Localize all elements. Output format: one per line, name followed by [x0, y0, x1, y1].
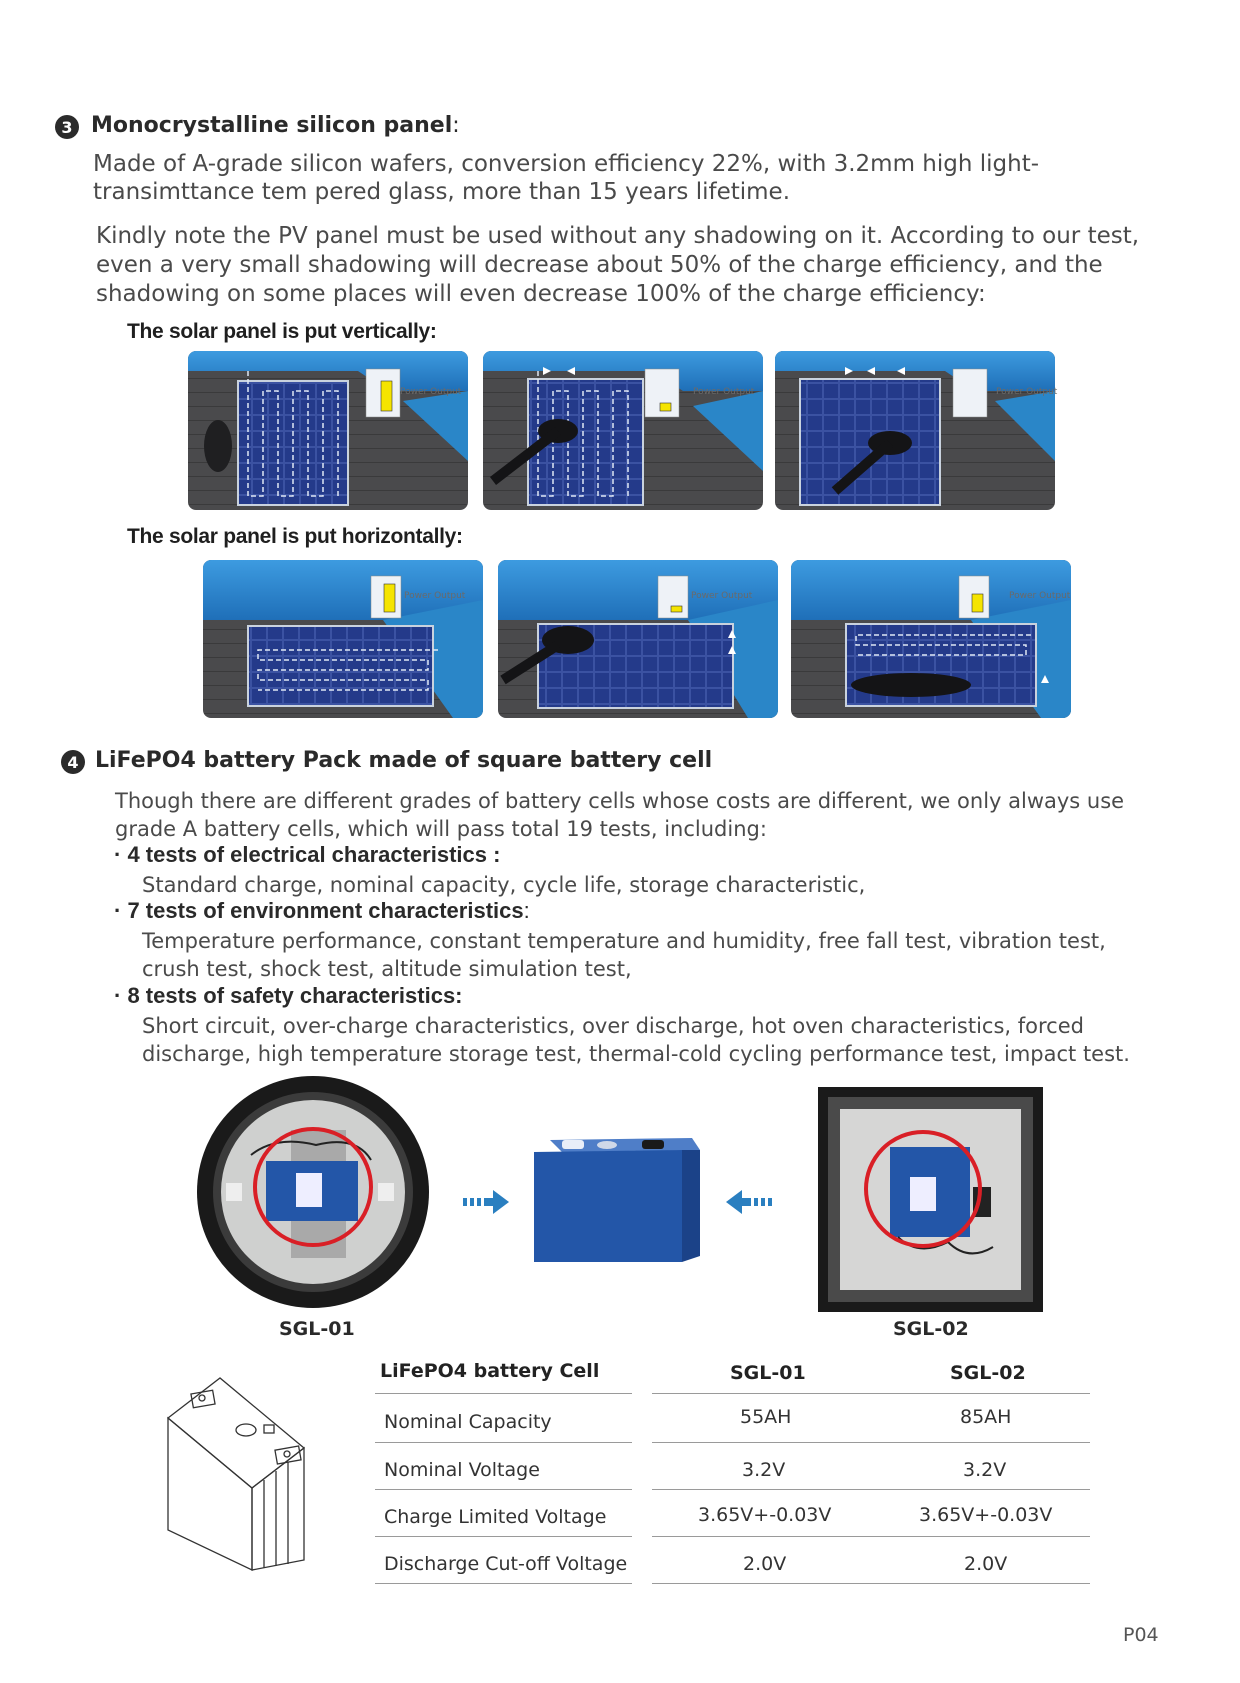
table-cell: 2.0V [743, 1553, 787, 1575]
page-number: P04 [1123, 1624, 1159, 1646]
battery-cell-drawing [164, 1370, 334, 1584]
table-cell: 85AH [960, 1406, 1012, 1428]
vertical-panel-photo-1 [188, 351, 468, 510]
horizontal-heading: The solar panel is put horizontally: [127, 525, 463, 548]
table-cell: 3.65V+-0.03V [919, 1504, 1053, 1526]
sgl-01-label: SGL-01 [279, 1318, 355, 1340]
table-cell: 2.0V [964, 1553, 1008, 1575]
table-header-cell: LiFePO4 battery Cell [380, 1360, 600, 1382]
bullet-electrical-heading: · 4 tests of electrical characteristics : [114, 842, 501, 867]
bullet-environment-text: Temperature performance, constant temperature and humidity, free fall test, vibration test, crush test, shock test, altitude simulation test, [142, 929, 1106, 981]
power-output-label: Power Output [693, 387, 755, 397]
table-rule [375, 1536, 632, 1537]
table-rule [652, 1442, 1090, 1443]
table-rule [652, 1489, 1090, 1490]
table-row-label: Discharge Cut-off Voltage [384, 1553, 628, 1575]
shadowing-note: Kindly note the PV panel must be used without any shadowing on it. According to our test, even a very small shadowing will decrease about 50% of the charge efficiency, and the shadowing on some places will even decrease 100% of the charge efficiency: [96, 223, 1140, 307]
table-rule [652, 1536, 1090, 1537]
flow-arrow-right [463, 1190, 509, 1218]
flow-arrow-left [726, 1190, 772, 1218]
table-cell: 3.2V [963, 1459, 1007, 1481]
table-header-sgl-01: SGL-01 [730, 1362, 806, 1384]
section-title: Monocrystalline silicon panel: [91, 113, 460, 138]
table-cell: 55AH [740, 1406, 792, 1428]
table-cell: 3.65V+-0.03V [698, 1504, 832, 1526]
panel-description: Made of A-grade silicon wafers, conversion efficiency 22%, with 3.2mm high light-transimttance tem pered glass, more than 15 years lifetime. [93, 151, 1040, 205]
bullet-electrical-text: Standard charge, nominal capacity, cycle life, storage characteristic, [142, 873, 866, 897]
sgl-02-label: SGL-02 [893, 1318, 969, 1340]
power-output-label: Power Output [404, 591, 466, 601]
power-output-label: Power Output [400, 387, 462, 397]
table-rule [375, 1489, 632, 1490]
horizontal-panel-photo-3 [791, 560, 1071, 718]
battery-intro: Though there are different grades of battery cells whose costs are different, we only always use grade A battery cells, which will pass total 19 tests, including: [115, 789, 1125, 841]
vertical-panel-photo-2 [483, 351, 763, 510]
table-rule [652, 1393, 1090, 1394]
battery-cell-photo [532, 1130, 702, 1274]
vertical-heading: The solar panel is put vertically: [127, 320, 437, 343]
table-cell: 3.2V [742, 1459, 786, 1481]
power-output-label: Power Output [691, 591, 753, 601]
sgl-01-photo [196, 1075, 431, 1310]
bullet-environment-heading: · 7 tests of environment characteristics: [114, 898, 530, 923]
table-rule [375, 1393, 632, 1394]
section-number-badge: 4 [61, 750, 85, 774]
bullet-safety-text: Short circuit, over-charge characteristics, over discharge, hot oven characteristics, forced discharge, high temperature storage test, thermal-cold cycling performance test, impact test. [142, 1014, 1130, 1066]
table-row-label: Charge Limited Voltage [384, 1506, 607, 1528]
horizontal-panel-photo-2 [498, 560, 778, 718]
horizontal-panel-photo-1 [203, 560, 483, 718]
power-output-label: Power Output [1009, 591, 1071, 601]
sgl-02-photo [818, 1087, 1043, 1312]
table-rule [375, 1442, 632, 1443]
table-row-label: Nominal Capacity [384, 1411, 552, 1433]
power-output-label: Power Output [996, 387, 1058, 397]
table-rule [375, 1583, 632, 1584]
table-header-sgl-02: SGL-02 [950, 1362, 1026, 1384]
section-number-badge: 3 [55, 115, 79, 139]
vertical-panel-photo-3 [775, 351, 1058, 510]
section-title: LiFePO4 battery Pack made of square battery cell [95, 748, 713, 773]
table-row-label: Nominal Voltage [384, 1459, 540, 1481]
bullet-safety-heading: · 8 tests of safety characteristics: [114, 983, 463, 1008]
table-rule [652, 1583, 1090, 1584]
